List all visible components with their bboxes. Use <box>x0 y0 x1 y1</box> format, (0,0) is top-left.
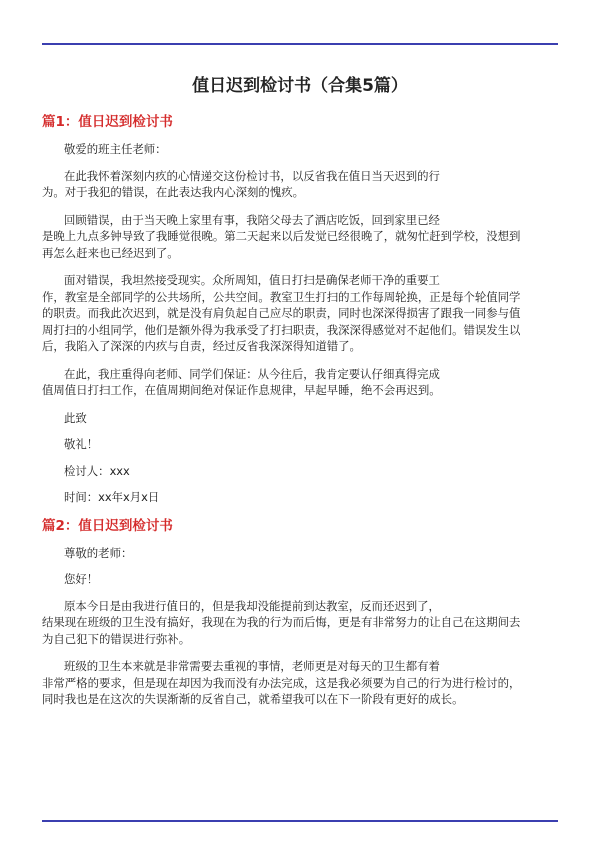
top-rule <box>42 43 558 45</box>
paragraph: 在此我怀着深刻内疚的心情递交这份检讨书，以反省我在值日当天迟到的行 为。对于我犯的错误，在此表达我内心深刻的愧疚。 <box>42 168 440 199</box>
document-body <box>42 74 558 719</box>
section-heading: 篇1：值日迟到检讨书 <box>42 114 173 130</box>
section-2 <box>42 516 558 708</box>
date: 时间：xx年x月x日 <box>64 490 160 504</box>
section-heading: 篇2：值日迟到检讨书 <box>42 517 173 534</box>
closing: 此致 <box>64 410 87 425</box>
salute: 敬礼！ <box>64 437 99 451</box>
hello: 您好！ <box>64 572 99 586</box>
section-1 <box>42 112 558 506</box>
paragraph: 在此，我庄重得向老师、同学们保证：从今往后，我肯定要认仔细真得完成 值周值日打扫工作，在值周期间绝对保证作息规律，早起早睡，绝不会再迟到。 <box>42 366 441 397</box>
paragraph: 回顾错误，由于当天晚上家里有事，我陪父母去了酒店吃饭，回到家里已经 是晚上九点多钟导致了我睡觉很晚。第二天起来以后发觉已经很晚了，就匆忙赶到学校，没想到 再怎么赶来也已经迟到了。 <box>42 212 521 260</box>
document-title: 值日迟到检讨书（合集5篇） <box>192 76 408 96</box>
paragraph: 面对错误，我坦然接受现实。众所周知，值日打扫是确保老师干净的重要工 作，教室是全部同学的公共场所，公共空间。教室卫生打扫的工作每周轮换，正是每个轮值同学 的职责。而我此次迟到，就是没有肩负起自己应尽的职责，同时也深深得损害了跟我一同参与值 周打扫的小组同学，他们是额外得为我承受了打扫职责，我深深得感觉对不起他们。错误发生以 后，我陷入了深深的内疚与自责，经过反省我深深得知道错了。 <box>42 273 521 353</box>
bottom-rule <box>42 820 558 822</box>
greeting: 敬爱的班主任老师： <box>64 142 167 156</box>
paragraph: 原本今日是由我进行值日的，但是我却没能提前到达教室，反而还迟到了， 结果现在班级的卫生没有搞好，我现在为我的行为而后悔，更是有非常努力的让自己在这期间去 为自己犯下的错误进行弥补。 <box>42 598 521 646</box>
signer: 检讨人：xxx <box>64 463 130 478</box>
greeting: 尊敬的老师： <box>64 545 133 560</box>
paragraph: 班级的卫生本来就是非常需要去重视的事情，老师更是对每天的卫生都有着 非常严格的要求，但是现在却因为我而没有办法完成，这是我必须要为自己的行为进行检讨的， 同时我也是在这次的失误渐渐的反省自己，就希望我可以在下一阶段有更好的成长。 <box>42 659 521 706</box>
